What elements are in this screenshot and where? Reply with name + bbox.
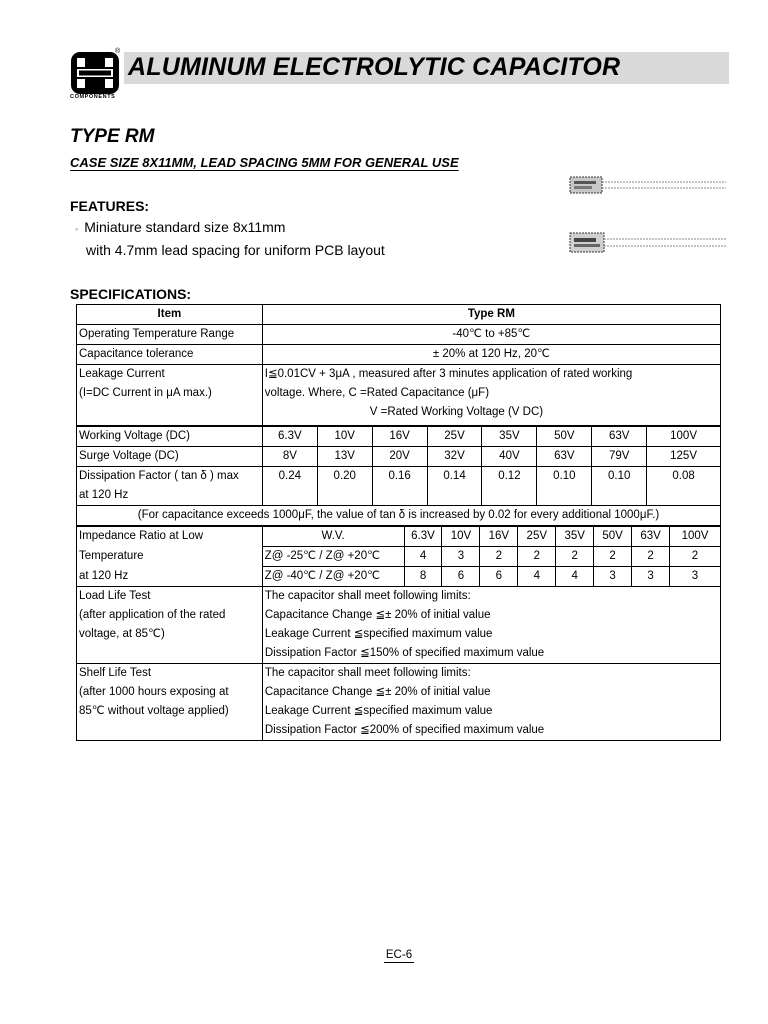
cell: 0.08 [647, 467, 721, 506]
features-heading: FEATURES: [70, 198, 150, 214]
spec-table [76, 304, 721, 426]
value-line: Leakage Current ≦specified maximum value [264, 705, 493, 717]
row-label: Z@ -25℃ / Z@ +20℃ [262, 547, 404, 567]
row-label [77, 587, 263, 664]
specifications-heading: SPECIFICATIONS: [70, 286, 192, 302]
cell: 8 [404, 567, 442, 587]
table-row [77, 664, 721, 741]
cell: 40V [482, 447, 537, 467]
cell: 63V [537, 447, 592, 467]
cell: 4 [404, 547, 442, 567]
value-line: Capacitance Change ≦± 20% of initial value [264, 609, 491, 621]
table-row [77, 325, 721, 345]
row-value: -40℃ to +85℃ [262, 325, 720, 345]
table-row [77, 506, 721, 526]
column-header: Type RM [262, 305, 720, 325]
cell: 8V [262, 447, 317, 467]
cell: 3 [632, 567, 670, 587]
label-line: (after application of the rated [79, 609, 226, 621]
cell: 16V [372, 427, 427, 447]
table-row [77, 305, 721, 325]
table-row [77, 547, 721, 567]
table-row [77, 365, 721, 426]
table-row [77, 345, 721, 365]
cell: 3 [594, 567, 632, 587]
row-value [262, 365, 720, 426]
column-header: Item [77, 305, 263, 325]
feature-text: Miniature standard size 8x11mm [84, 219, 286, 235]
cell: 0.10 [592, 467, 647, 506]
cell: 20V [372, 447, 427, 467]
value-line: Leakage Current ≦specified maximum value [264, 628, 493, 640]
value-line: Capacitance Change ≦± 20% of initial value [264, 686, 491, 698]
cell: 0.14 [427, 467, 482, 506]
cell: 35V [556, 527, 594, 547]
row-label: Operating Temperature Range [77, 325, 263, 345]
label-line: at 120 Hz [79, 489, 129, 501]
cell: 63V [592, 427, 647, 447]
table-row [77, 567, 721, 587]
cell: 2 [670, 547, 721, 567]
row-label [77, 664, 263, 741]
row-label: Temperature [77, 547, 263, 567]
cell: 10V [442, 527, 480, 547]
row-value [262, 664, 720, 741]
value-line: V =Rated Working Voltage (V DC) [369, 406, 544, 418]
cell: 2 [556, 547, 594, 567]
bullet-icon: ◦ [75, 224, 79, 234]
capacitor-image [568, 174, 728, 196]
label-line: Dissipation Factor ( tan δ ) max [79, 470, 239, 482]
type-heading: TYPE RM [70, 126, 155, 147]
label-line: Load Life Test [79, 590, 151, 602]
feature-item [75, 219, 285, 235]
value-line: Dissipation Factor ≦200% of specified maximum value [264, 724, 545, 736]
cell: 3 [442, 547, 480, 567]
value-line: The capacitor shall meet following limits: [264, 667, 471, 679]
value-line: Dissipation Factor ≦150% of specified maximum value [264, 647, 545, 659]
feature-item: with 4.7mm lead spacing for uniform PCB layout [86, 242, 385, 258]
cell: 35V [482, 427, 537, 447]
cell: 100V [647, 427, 721, 447]
value-line: voltage. Where, C =Rated Capacitance (μF) [264, 387, 490, 399]
table-row [77, 527, 721, 547]
table-row [77, 427, 721, 447]
label-line: 85℃ without voltage applied) [79, 705, 229, 717]
table-row [77, 447, 721, 467]
row-label: Z@ -40℃ / Z@ +20℃ [262, 567, 404, 587]
cell: 2 [594, 547, 632, 567]
cell: 2 [518, 547, 556, 567]
cell: 79V [592, 447, 647, 467]
cell: 0.24 [262, 467, 317, 506]
cell: 2 [632, 547, 670, 567]
registered-mark: ® [115, 48, 121, 55]
row-label: Surge Voltage (DC) [77, 447, 263, 467]
life-test-table [76, 586, 721, 741]
cell: 6.3V [404, 527, 442, 547]
cell: 6 [442, 567, 480, 587]
logo-subtext: COMPONENTS [70, 94, 116, 100]
impedance-table [76, 526, 721, 587]
voltage-table [76, 426, 721, 526]
table-row [77, 467, 721, 506]
cell: 25V [427, 427, 482, 447]
row-label: Working Voltage (DC) [77, 427, 263, 447]
cell: 0.16 [372, 467, 427, 506]
cell: 6.3V [262, 427, 317, 447]
page-title: ALUMINUM ELECTROLYTIC CAPACITOR [128, 53, 621, 81]
subtitle: CASE SIZE 8X11MM, LEAD SPACING 5MM FOR GENERAL USE [70, 155, 459, 170]
table-row [77, 587, 721, 664]
row-label [77, 467, 263, 506]
row-label: at 120 Hz [77, 567, 263, 587]
cell: 50V [594, 527, 632, 547]
cell: 2 [480, 547, 518, 567]
label-line: (I=DC Current in μA max.) [79, 387, 212, 399]
row-label: Impedance Ratio at Low [77, 527, 263, 547]
cell: 4 [556, 567, 594, 587]
note-cell: (For capacitance exceeds 1000μF, the value of tan δ is increased by 0.02 for every additional 1000μF.) [77, 506, 721, 526]
cell: 10V [317, 427, 372, 447]
cell: 0.20 [317, 467, 372, 506]
cell: 63V [632, 527, 670, 547]
label-line: voltage, at 85℃) [79, 628, 165, 640]
row-value [262, 587, 720, 664]
cell: 0.12 [482, 467, 537, 506]
cell: 25V [518, 527, 556, 547]
row-label: W.V. [262, 527, 404, 547]
cell: 4 [518, 567, 556, 587]
row-value: ± 20% at 120 Hz, 20℃ [262, 345, 720, 365]
cell: 32V [427, 447, 482, 467]
cell: 50V [537, 427, 592, 447]
row-label: Capacitance tolerance [77, 345, 263, 365]
page-number: EC-6 [385, 949, 413, 961]
row-label [77, 365, 263, 426]
value-line: I≦0.01CV + 3μA , measured after 3 minutes application of rated working [264, 368, 633, 380]
cell: 16V [480, 527, 518, 547]
cell: 13V [317, 447, 372, 467]
label-line: Shelf Life Test [79, 667, 152, 679]
cell: 0.10 [537, 467, 592, 506]
value-line: The capacitor shall meet following limits: [264, 590, 471, 602]
capacitor-image [568, 230, 728, 252]
cell: 100V [670, 527, 721, 547]
cell: 125V [647, 447, 721, 467]
label-line: Leakage Current [79, 368, 165, 380]
cell: 6 [480, 567, 518, 587]
label-line: (after 1000 hours exposing at [79, 686, 229, 698]
cell: 3 [670, 567, 721, 587]
